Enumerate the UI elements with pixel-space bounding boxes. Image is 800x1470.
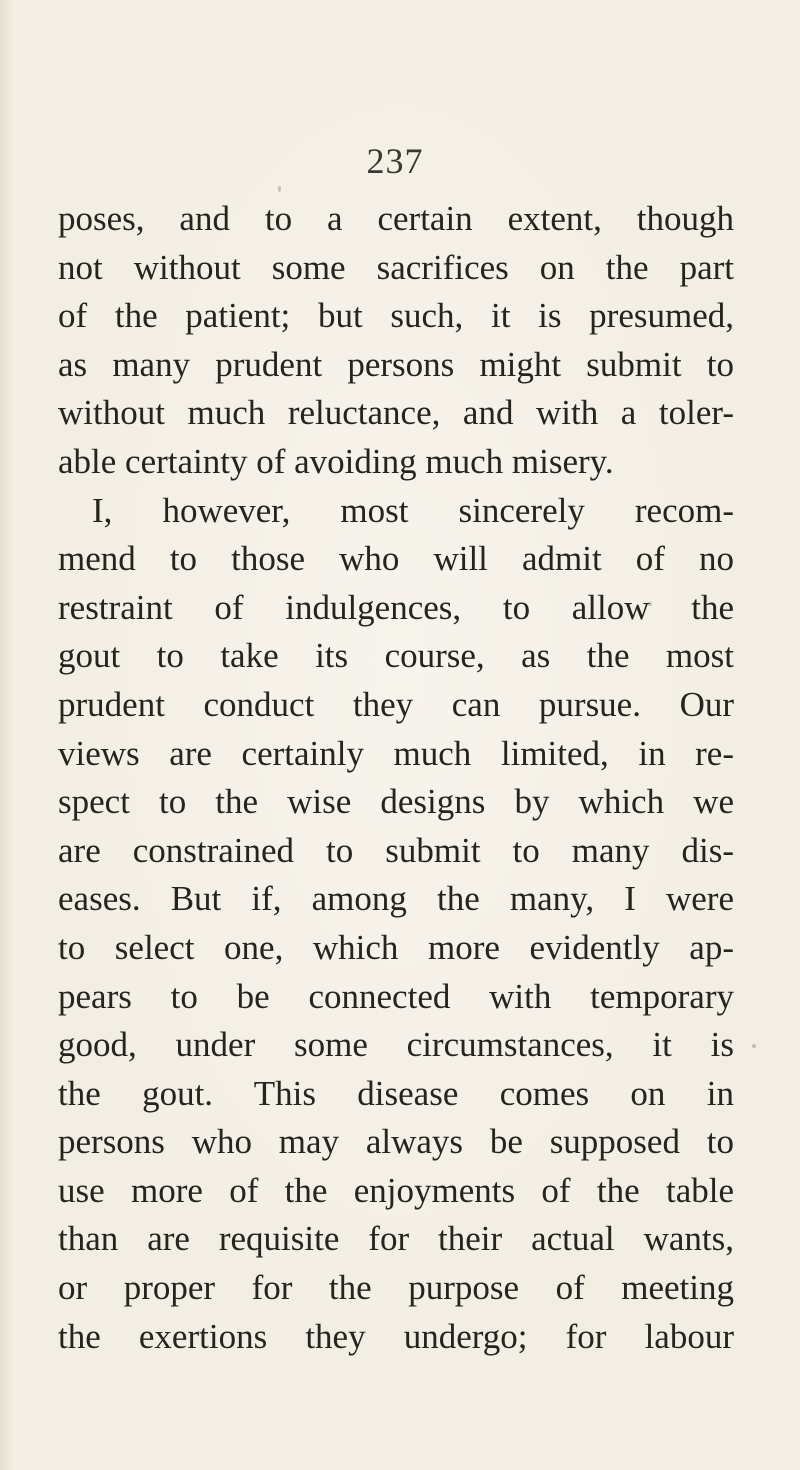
text-line: prudent conduct they can pursue. Our [58, 684, 734, 724]
text-line: to select one, which more evidently ap- [58, 927, 734, 967]
text-line: restraint of indulgences, to allow the [58, 587, 734, 627]
paper-speck [752, 1044, 756, 1048]
text-line: able certainty of avoiding much misery. [58, 441, 614, 481]
text-line: I, however, most sincerely recom- [92, 490, 734, 530]
text-line: the exertions they undergo; for labour [58, 1316, 734, 1356]
paper-speck [278, 186, 281, 192]
page-number: 237 [366, 141, 424, 181]
text-line: or proper for the purpose of meeting [58, 1268, 734, 1308]
text-line: poses, and to a certain extent, though [58, 199, 734, 238]
body-text [58, 195, 734, 1361]
text-line: persons who may always be supposed to [58, 1122, 734, 1162]
text-line: spect to the wise designs by which we [58, 782, 734, 822]
text-line: not without some sacrifices on the part [58, 247, 734, 287]
text-line: the gout. This disease comes on in [58, 1073, 734, 1113]
text-line: are constrained to submit to many dis- [58, 830, 734, 870]
text-line: of the patient; but such, it is presumed, [58, 296, 734, 336]
text-line: gout to take its course, as the most [58, 636, 734, 676]
text-line: than are requisite for their actual wants, [58, 1219, 734, 1259]
text-line: mend to those who will admit of no [58, 539, 734, 579]
text-line: views are certainly much limited, in re- [58, 733, 734, 773]
text-line: eases. But if, among the many, I were [58, 879, 734, 919]
text-line: use more of the enjoyments of the table [58, 1170, 734, 1210]
text-line: pears to be connected with temporary [58, 976, 734, 1016]
text-line: as many prudent persons might submit to [58, 344, 734, 384]
text-line: without much reluctance, and with a toler- [58, 393, 734, 433]
text-line: good, under some circumstances, it is [58, 1025, 734, 1065]
